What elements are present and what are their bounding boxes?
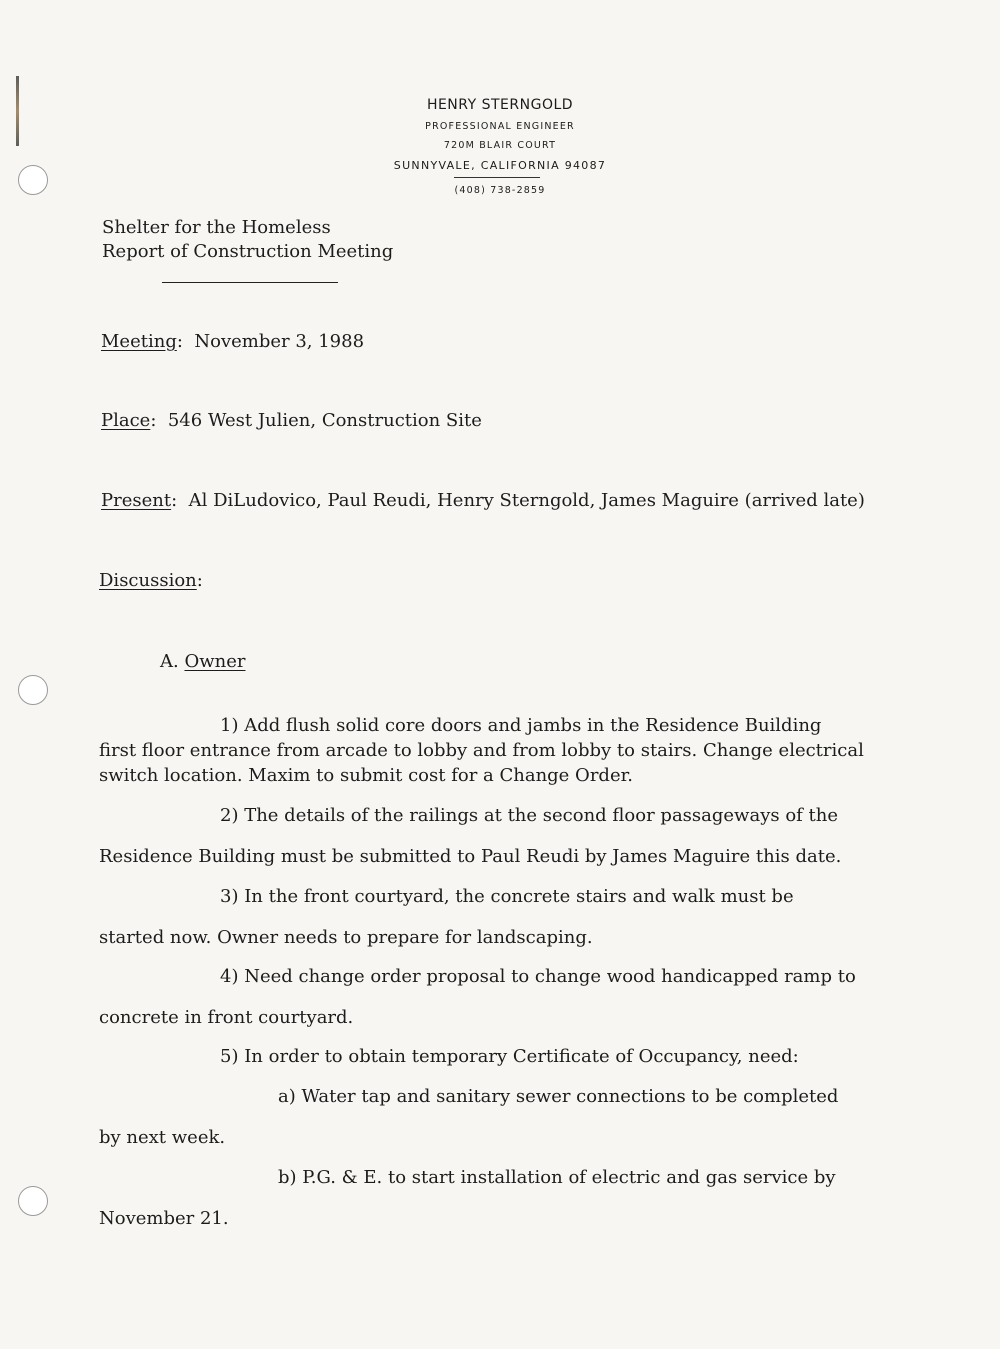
- punch-hole-top: [18, 165, 48, 195]
- place-label: Place: [101, 410, 151, 431]
- punch-hole-middle: [18, 675, 48, 705]
- item-1-line2: first floor entrance from arcade to lobby and from lobby to stairs. Change electrical: [99, 740, 864, 761]
- punch-hole-bottom: [18, 1186, 48, 1216]
- item-4-line1: 4) Need change order proposal to change wood handicapped ramp to: [220, 966, 856, 987]
- discussion-label: Discussion: [99, 570, 197, 591]
- item-1-line3: switch location. Maxim to submit cost for a Change Order.: [99, 765, 633, 786]
- section-a-letter: A.: [160, 651, 179, 672]
- letterhead-divider: [454, 177, 540, 178]
- present-row: Present: Al DiLudovico, Paul Reudi, Henry Sterngold, James Maguire (arrived late): [101, 490, 865, 511]
- item-2-line2: Residence Building must be submitted to Paul Reudi by James Maguire this date.: [99, 846, 842, 867]
- section-a-heading: [160, 650, 245, 674]
- item-5-line1: 5) In order to obtain temporary Certificate of Occupancy, need:: [220, 1046, 799, 1067]
- place-row: Place: 546 West Julien, Construction Site: [101, 410, 482, 431]
- item-2-line1: 2) The details of the railings at the second floor passageways of the: [220, 805, 839, 826]
- item-5b-line2: November 21.: [99, 1208, 229, 1229]
- subject-line2: Report of Construction Meeting: [102, 241, 394, 262]
- meeting-row: Meeting: November 3, 1988: [101, 331, 365, 352]
- subject-divider: [162, 282, 338, 283]
- subject-line1: Shelter for the Homeless: [102, 217, 331, 238]
- item-3-line2: started now. Owner needs to prepare for landscaping.: [99, 927, 593, 948]
- item-1-line1: 1) Add flush solid core doors and jambs in the Residence Building: [220, 715, 822, 736]
- binding-mark: [16, 76, 19, 146]
- item-3-line1: 3) In the front courtyard, the concrete stairs and walk must be: [220, 886, 794, 907]
- item-5b-line1: b) P.G. & E. to start installation of electric and gas service by: [278, 1167, 836, 1188]
- letterhead-title: PROFESSIONAL ENGINEER: [425, 121, 575, 132]
- section-a-title: Owner: [184, 651, 246, 672]
- letterhead-name: HENRY STERNGOLD: [426, 97, 574, 113]
- letterhead-address-line1: 720M BLAIR COURT: [443, 140, 557, 151]
- discussion-heading: Discussion:: [99, 570, 203, 591]
- place-value: 546 West Julien, Construction Site: [167, 410, 482, 431]
- item-5a-line1: a) Water tap and sanitary sewer connections to be completed: [278, 1086, 839, 1107]
- letterhead-address-line2: SUNNYVALE, CALIFORNIA 94087: [393, 159, 607, 172]
- item-5a-line2: by next week.: [99, 1127, 226, 1148]
- letterhead-phone: (408) 738-2859: [454, 185, 546, 196]
- meeting-label: Meeting: [101, 331, 177, 352]
- meeting-date: November 3, 1988: [194, 331, 365, 352]
- present-value: Al DiLudovico, Paul Reudi, Henry Sterngold, James Maguire (arrived late): [188, 490, 865, 511]
- item-4-line2: concrete in front courtyard.: [99, 1007, 354, 1028]
- present-label: Present: [101, 490, 172, 511]
